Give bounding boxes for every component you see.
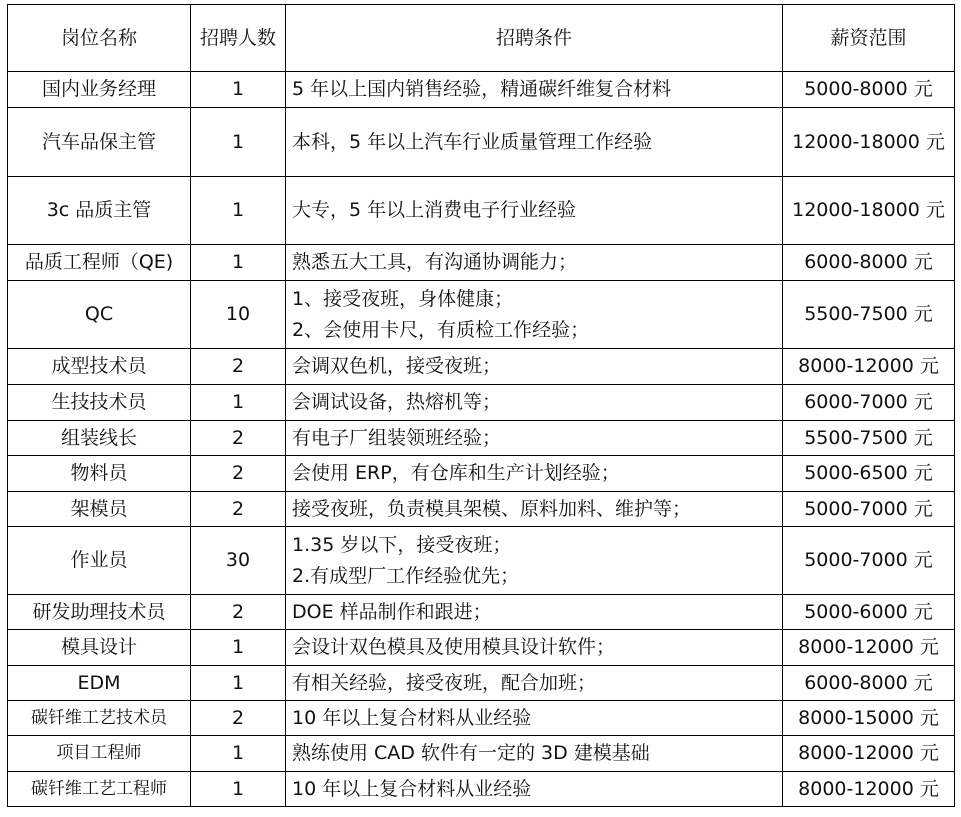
table-row <box>8 701 955 736</box>
requirements-cell <box>286 772 783 807</box>
count-cell: 1 <box>191 630 286 666</box>
position-cell: 物料员 <box>8 456 191 492</box>
table-row <box>8 421 955 456</box>
requirements-cell <box>286 245 783 281</box>
table-row <box>8 736 955 772</box>
requirements-cell <box>286 421 783 456</box>
table-row <box>8 630 955 666</box>
requirement-line: 熟悉五大工具，有沟通协调能力； <box>292 251 578 273</box>
salary-cell: 6000-8000 元 <box>783 245 955 281</box>
header-requirements: 招聘条件 <box>286 5 783 72</box>
requirements-cell <box>286 385 783 421</box>
requirements-cell <box>286 736 783 772</box>
requirement-line: 5 年以上国内销售经验，精通碳纤维复合材料 <box>292 78 672 100</box>
requirement-line: 1.35 岁以下，接受夜班； <box>292 533 512 556</box>
salary-cell: 8000-12000 元 <box>783 736 955 772</box>
requirement-line: 有相关经验，接受夜班，配合加班； <box>292 671 597 694</box>
salary-cell: 12000-18000 元 <box>783 108 955 177</box>
salary-cell: 5000-7000 元 <box>783 527 955 595</box>
requirements-cell <box>286 630 783 666</box>
table-row <box>8 385 955 421</box>
position-cell: 成型技术员 <box>8 349 191 385</box>
table-row <box>8 281 955 349</box>
requirement-line: 大专，5 年以上消费电子行业经验 <box>292 199 577 221</box>
count-cell: 1 <box>191 245 286 281</box>
requirements-cell <box>286 349 783 385</box>
count-cell: 2 <box>191 456 286 492</box>
table-row <box>8 527 955 595</box>
count-cell: 30 <box>191 527 286 595</box>
salary-cell: 6000-7000 元 <box>783 385 955 421</box>
position-cell: 品质工程师（QE) <box>8 245 191 281</box>
salary-cell: 5000-8000 元 <box>783 72 955 108</box>
header-salary: 薪资范围 <box>783 5 955 72</box>
requirement-line: 会调双色机，接受夜班； <box>292 355 502 377</box>
requirement-line: 2.有成型厂工作经验优先； <box>292 564 520 587</box>
table-header <box>8 5 955 72</box>
salary-cell: 5500-7500 元 <box>783 421 955 456</box>
table-row <box>8 177 955 245</box>
count-cell: 1 <box>191 385 286 421</box>
count-cell: 2 <box>191 492 286 527</box>
requirements-cell <box>286 456 783 492</box>
requirement-line: 会使用 ERP，有仓库和生产计划经验； <box>292 462 620 484</box>
salary-cell: 12000-18000 元 <box>783 177 955 245</box>
salary-cell: 8000-12000 元 <box>783 349 955 385</box>
count-cell: 1 <box>191 72 286 108</box>
table-row <box>8 492 955 527</box>
count-cell: 1 <box>191 666 286 701</box>
requirements-cell <box>286 666 783 701</box>
count-cell: 10 <box>191 281 286 349</box>
requirement-line: DOE 样品制作和跟进； <box>292 600 492 623</box>
table-row <box>8 108 955 177</box>
salary-cell: 5000-7000 元 <box>783 492 955 527</box>
requirement-line: 10 年以上复合材料从业经验 <box>292 706 532 729</box>
requirement-line: 有电子厂组装领班经验； <box>292 426 502 449</box>
position-cell: 模具设计 <box>8 630 191 666</box>
header-position: 岗位名称 <box>8 5 191 72</box>
requirement-line: 会设计双色模具及使用模具设计软件； <box>292 636 616 658</box>
position-cell: 碳钎维工艺技术员 <box>8 701 191 736</box>
salary-cell: 8000-12000 元 <box>783 772 955 807</box>
count-cell: 1 <box>191 108 286 177</box>
count-cell: 1 <box>191 772 286 807</box>
salary-cell: 6000-8000 元 <box>783 666 955 701</box>
requirement-line: 会调试设备，热熔机等； <box>292 391 502 413</box>
position-cell: 研发助理技术员 <box>8 595 191 630</box>
salary-cell: 5500-7500 元 <box>783 281 955 349</box>
position-cell: 汽车品保主管 <box>8 108 191 177</box>
salary-cell: 8000-15000 元 <box>783 701 955 736</box>
recruitment-table <box>7 4 955 807</box>
count-cell: 1 <box>191 177 286 245</box>
position-cell: EDM <box>8 666 191 701</box>
position-cell: QC <box>8 281 191 349</box>
count-cell: 2 <box>191 349 286 385</box>
requirements-cell <box>286 108 783 177</box>
table-row <box>8 349 955 385</box>
requirements-cell <box>286 72 783 108</box>
position-cell: 架模员 <box>8 492 191 527</box>
salary-cell: 8000-12000 元 <box>783 630 955 666</box>
table-row <box>8 772 955 807</box>
count-cell: 2 <box>191 701 286 736</box>
requirement-line: 1、接受夜班，身体健康； <box>292 287 514 310</box>
position-cell: 项目工程师 <box>8 736 191 772</box>
count-cell: 2 <box>191 595 286 630</box>
position-cell: 生技技术员 <box>8 385 191 421</box>
header-count: 招聘人数 <box>191 5 286 72</box>
table-row <box>8 666 955 701</box>
salary-cell: 5000-6000 元 <box>783 595 955 630</box>
position-cell: 国内业务经理 <box>8 72 191 108</box>
requirements-cell <box>286 527 783 595</box>
position-cell: 3c 品质主管 <box>8 177 191 245</box>
requirement-line: 10 年以上复合材料从业经验 <box>292 777 532 800</box>
table-row <box>8 595 955 630</box>
position-cell: 作业员 <box>8 527 191 595</box>
requirements-cell <box>286 595 783 630</box>
position-cell: 组装线长 <box>8 421 191 456</box>
requirement-line: 2、会使用卡尺，有质检工作经验； <box>292 318 590 341</box>
table-row <box>8 245 955 281</box>
requirement-line: 熟练使用 CAD 软件有一定的 3D 建模基础 <box>292 742 650 764</box>
count-cell: 1 <box>191 736 286 772</box>
requirements-cell <box>286 177 783 245</box>
salary-cell: 5000-6500 元 <box>783 456 955 492</box>
requirement-line: 本科，5 年以上汽车行业质量管理工作经验 <box>292 130 653 153</box>
requirements-cell <box>286 281 783 349</box>
requirements-cell <box>286 492 783 527</box>
table-row <box>8 72 955 108</box>
table-body <box>8 72 955 807</box>
header-row <box>8 5 955 72</box>
requirement-line: 接受夜班，负责模具架模、原料加料、维护等； <box>292 497 692 520</box>
count-cell: 2 <box>191 421 286 456</box>
position-cell: 碳钎维工艺工程师 <box>8 772 191 807</box>
table-row <box>8 456 955 492</box>
requirements-cell <box>286 701 783 736</box>
